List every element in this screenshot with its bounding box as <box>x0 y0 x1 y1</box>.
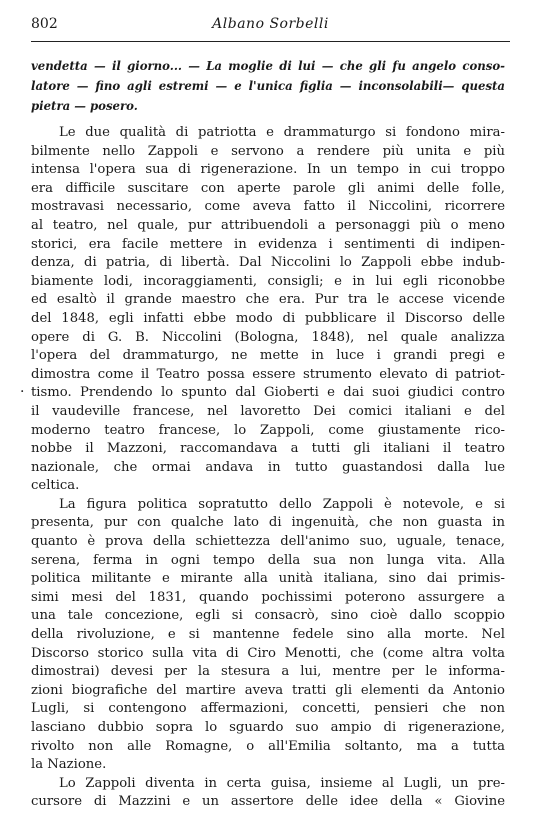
header-rule <box>31 41 510 42</box>
text-line: La figura politica sopratutto dello Zappoli è notevole, e si <box>59 496 505 512</box>
margin-mark: · <box>20 384 25 400</box>
text-line: presenta, pur con qualche lato di ingenuità, che non guasta in <box>31 515 505 531</box>
running-title: Albano Sorbelli <box>212 16 329 32</box>
text-line: moderno teatro francese, lo Zappoli, come giustamente rico- <box>31 422 505 438</box>
text-line: nazionale, che ormai andava in tutto guastandosi dalla lue <box>31 459 505 475</box>
text-line: dimostra come il Teatro possa essere strumento elevato di patriot- <box>31 366 505 382</box>
page-number: 802 <box>31 16 58 32</box>
text-line: del 1848, egli infatti ebbe modo di pubblicare il Discorso delle <box>31 310 505 326</box>
text-line: bilmente nello Zappoli e servono a rendere più unita e più <box>31 143 505 159</box>
quote-line: latore — fino agli estremi — e l'unica figlia — inconsolabili— questa <box>31 79 505 93</box>
text-line: simi mesi del 1831, quando pochissimi poterono assurgere a <box>31 589 505 605</box>
text-line: della rivoluzione, e si mantenne fedele sino alla morte. Nel <box>31 627 505 643</box>
quote-line: vendetta — il giorno... — La moglie di lui — che gli fu angelo conso- <box>31 59 505 73</box>
text-line: una tale concezione, egli si consacrò, sino cioè dallo scoppio <box>31 608 505 624</box>
text-line: storici, era facile mettere in evidenza i sentimenti di indipen- <box>31 236 505 252</box>
text-line: cursore di Mazzini e un assertore delle idee della « Giovine <box>31 794 505 810</box>
text-line: il vaudeville francese, nel lavoretto Dei comici italiani e del <box>31 403 505 419</box>
paragraph <box>31 775 505 812</box>
page-header <box>31 16 510 38</box>
quote-line: pietra — posero. <box>31 99 138 113</box>
text-line: la Nazione. <box>31 757 107 773</box>
text-line: Discorso storico sulla vita di Ciro Menotti, che (come altra volta <box>31 645 505 661</box>
text-line: denza, di patria, di libertà. Dal Niccolini lo Zappoli ebbe indub- <box>31 255 505 271</box>
text-line: al teatro, nel quale, pur attribuendoli a personaggi più o meno <box>31 217 505 233</box>
text-line: tismo. Prendendo lo spunto dal Gioberti e dai suoi giudici contro <box>31 385 505 401</box>
text-line: Le due qualità di patriotta e drammaturgo si fondono mira- <box>59 125 505 140</box>
text-line: celtica. <box>31 478 80 494</box>
text-line: Lugli, si contengono affermazioni, concetti, pensieri che non <box>31 701 505 717</box>
text-line: serena, ferma in ogni tempo della sua non lunga vita. Alla <box>31 552 505 568</box>
text-line: nobbe il Mazzoni, raccomandava a tutti gli italiani il teatro <box>31 441 505 457</box>
text-line: lasciano dubbio sopra lo sguardo suo ampio di rigenerazione, <box>31 720 505 735</box>
text-line: zioni biografiche del martire aveva tratti gli elementi da Antonio <box>31 682 505 698</box>
text-line: dimostrai) devesi per la stesura a lui, mentre per le informa- <box>31 664 505 680</box>
text-line: Lo Zappoli diventa in certa guisa, insieme al Lugli, un pre- <box>59 775 505 791</box>
text-line: mostravasi necessario, come aveva fatto il Niccolini, ricorrere <box>31 199 505 215</box>
text-line: politica militante e mirante alla unità italiana, sino dai primis- <box>31 571 505 587</box>
text-line: l'opera del drammaturgo, ne mette in luce i grandi pregi e <box>31 348 505 364</box>
body-text <box>31 124 505 812</box>
text-line: opere di G. B. Niccolini (Bologna, 1848), nel quale analizza <box>31 329 505 345</box>
quote-block <box>31 56 505 116</box>
text-line: biamente lodi, incoraggiamenti, consigli; e in lui egli riconobbe <box>31 273 505 289</box>
text-line: era difficile suscitare con aperte parole gli animi delle folle, <box>31 180 505 196</box>
text-line: rivolto non alle Romagne, o all'Emilia soltanto, ma a tutta <box>31 738 505 754</box>
text-line: ed esaltò il grande maestro che era. Pur tra le accese vicende <box>31 292 505 308</box>
text-line: quanto è prova della schiettezza dell'animo suo, uguale, tenace, <box>31 534 505 550</box>
paragraph <box>31 496 505 775</box>
paragraph <box>31 124 505 496</box>
text-line: intensa l'opera sua di rigenerazione. In un tempo in cui troppo <box>31 162 505 178</box>
